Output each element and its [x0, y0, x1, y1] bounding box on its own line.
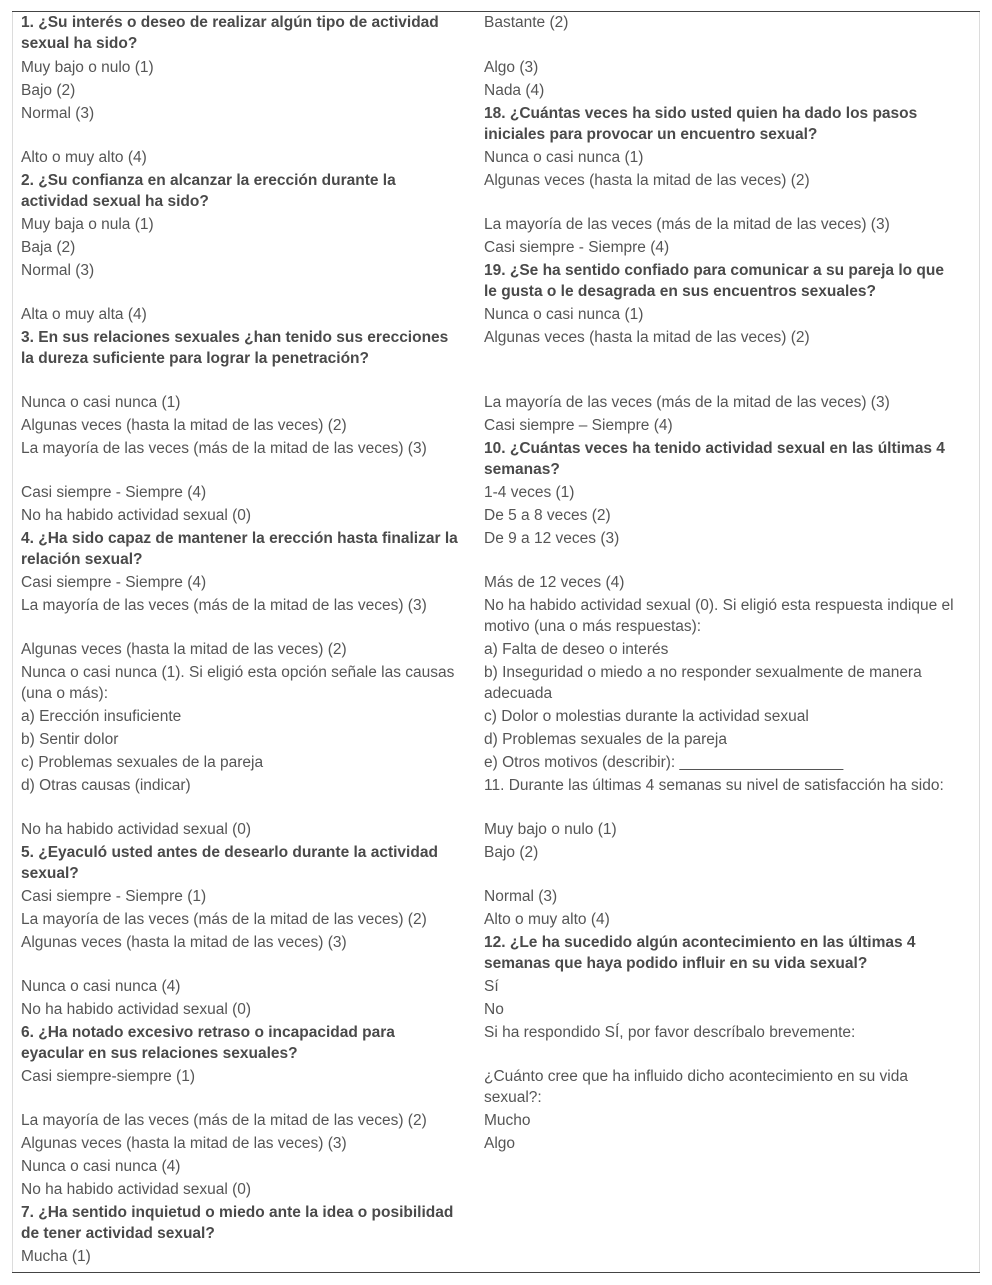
answer-option: La mayoría de las veces (más de la mitad de las veces) (2) — [21, 911, 427, 928]
answer-option: No — [484, 1001, 504, 1018]
answer-option: No ha habido actividad sexual (0) — [21, 1181, 252, 1198]
answer-option: Muy bajo o nulo (1) — [21, 59, 154, 76]
answer-option: Más de 12 veces (4) — [484, 574, 625, 591]
question-heading: 19. ¿Se ha sentido confiado para comunicar a su pareja lo que le gusta o le desagrada en sus encuentros sexuales? — [484, 262, 944, 300]
question-heading: 4. ¿Ha sido capaz de mantener la erección hasta finalizar la relación sexual? — [21, 530, 458, 568]
answer-option: Algunas veces (hasta la mitad de las veces) (2) — [484, 172, 810, 189]
question-heading: 12. ¿Le ha sucedido algún acontecimiento en las últimas 4 semanas que haya podido influir en su vida sexual? — [484, 934, 916, 972]
answer-option: Nunca o casi nunca (1) — [484, 149, 644, 166]
answer-option: Bastante (2) — [484, 14, 569, 31]
question-heading: 18. ¿Cuántas veces ha sido usted quien ha dado los pasos iniciales para provocar un encuentro sexual? — [484, 105, 918, 143]
answer-option: Mucho — [484, 1112, 531, 1129]
answer-option: No ha habido actividad sexual (0) — [21, 821, 252, 838]
answer-option: 11. Durante las últimas 4 semanas su nivel de satisfacción ha sido: — [484, 777, 944, 794]
answer-option: La mayoría de las veces (más de la mitad de las veces) (3) — [21, 597, 427, 614]
answer-option: Alto o muy alto (4) — [484, 911, 610, 928]
answer-option: Alta o muy alta (4) — [21, 306, 147, 323]
answer-option: e) Otros motivos (describir): ___________________ — [484, 754, 844, 771]
question-heading: 5. ¿Eyaculó usted antes de desearlo durante la actividad sexual? — [21, 844, 438, 882]
answer-option: Casi siempre-siempre (1) — [21, 1068, 195, 1085]
answer-option: Nunca o casi nunca (1). Si eligió esta opción señale las causas (una o más): — [21, 664, 455, 702]
answer-option: Sí — [484, 978, 499, 995]
answer-option: Bajo (2) — [484, 844, 539, 861]
question-heading: 6. ¿Ha notado excesivo retraso o incapacidad para eyacular en sus relaciones sexuales? — [21, 1024, 395, 1062]
answer-option: Nunca o casi nunca (4) — [21, 1158, 181, 1175]
question-heading: 3. En sus relaciones sexuales ¿han tenido sus erecciones la dureza suficiente para lograr la penetración? — [21, 329, 449, 367]
answer-option: Nunca o casi nunca (4) — [21, 978, 181, 995]
answer-option: Normal (3) — [21, 105, 95, 122]
answer-option: 1-4 veces (1) — [484, 484, 575, 501]
answer-option: No ha habido actividad sexual (0). Si eligió esta respuesta indique el motivo (una o más respuestas): — [484, 597, 954, 635]
answer-option: Algunas veces (hasta la mitad de las veces) (3) — [21, 1135, 347, 1152]
answer-option: Nunca o casi nunca (1) — [484, 306, 644, 323]
answer-option: Algo — [484, 1135, 516, 1152]
answer-option: d) Problemas sexuales de la pareja — [484, 731, 727, 748]
question-heading: 2. ¿Su confianza en alcanzar la erección durante la actividad sexual ha sido? — [21, 172, 396, 210]
answer-option: Casi siempre – Siempre (4) — [484, 417, 673, 434]
answer-option: Normal (3) — [21, 262, 95, 279]
answer-option: Muy bajo o nulo (1) — [484, 821, 617, 838]
answer-option: a) Erección insuficiente — [21, 708, 182, 725]
answer-option: Si ha respondido SÍ, por favor descríbalo brevemente: — [484, 1024, 856, 1041]
answer-option: b) Inseguridad o miedo a no responder sexualmente de manera adecuada — [484, 664, 922, 702]
answer-option: Algunas veces (hasta la mitad de las veces) (3) — [21, 934, 347, 951]
table-left-border — [12, 12, 13, 1272]
answer-option: La mayoría de las veces (más de la mitad de las veces) (3) — [484, 216, 890, 233]
answer-option: No ha habido actividad sexual (0) — [21, 507, 252, 524]
answer-option: Alto o muy alto (4) — [21, 149, 147, 166]
answer-option: Casi siempre - Siempre (1) — [21, 888, 207, 905]
answer-option: Casi siempre - Siempre (4) — [21, 484, 207, 501]
answer-option: Algunas veces (hasta la mitad de las veces) (2) — [21, 417, 347, 434]
question-heading: 7. ¿Ha sentido inquietud o miedo ante la idea o posibilidad de tener actividad sexual? — [21, 1204, 454, 1242]
answer-option: La mayoría de las veces (más de la mitad de las veces) (3) — [21, 440, 427, 457]
question-heading: 1. ¿Su interés o deseo de realizar algún tipo de actividad sexual ha sido? — [21, 14, 439, 52]
questionnaire-table — [12, 11, 980, 1273]
answer-option: Baja (2) — [21, 239, 76, 256]
answer-option: b) Sentir dolor — [21, 731, 119, 748]
answer-option: Casi siempre - Siempre (4) — [484, 239, 670, 256]
answer-option: La mayoría de las veces (más de la mitad de las veces) (2) — [21, 1112, 427, 1129]
answer-option: d) Otras causas (indicar) — [21, 777, 191, 794]
answer-option: De 5 a 8 veces (2) — [484, 507, 611, 524]
answer-option: La mayoría de las veces (más de la mitad de las veces) (3) — [484, 394, 890, 411]
answer-option: Algunas veces (hasta la mitad de las veces) (2) — [21, 641, 347, 658]
answer-option: ¿Cuánto cree que ha influido dicho acontecimiento en su vida sexual?: — [484, 1068, 908, 1106]
answer-option: De 9 a 12 veces (3) — [484, 530, 620, 547]
answer-option: No ha habido actividad sexual (0) — [21, 1001, 252, 1018]
answer-option: Nunca o casi nunca (1) — [21, 394, 181, 411]
answer-option: Algo (3) — [484, 59, 539, 76]
answer-option: Bajo (2) — [21, 82, 76, 99]
answer-option: c) Problemas sexuales de la pareja — [21, 754, 264, 771]
answer-option: Nada (4) — [484, 82, 545, 99]
answer-option: Muy baja o nula (1) — [21, 216, 154, 233]
question-heading: 10. ¿Cuántas veces ha tenido actividad sexual en las últimas 4 semanas? — [484, 440, 945, 478]
answer-option: Algunas veces (hasta la mitad de las veces) (2) — [484, 329, 810, 346]
answer-option: Normal (3) — [484, 888, 558, 905]
answer-option: a) Falta de deseo o interés — [484, 641, 669, 658]
answer-option: Casi siempre - Siempre (4) — [21, 574, 207, 591]
answer-option: Mucha (1) — [21, 1248, 91, 1265]
answer-option: c) Dolor o molestias durante la actividad sexual — [484, 708, 809, 725]
table-right-border — [979, 12, 980, 1272]
